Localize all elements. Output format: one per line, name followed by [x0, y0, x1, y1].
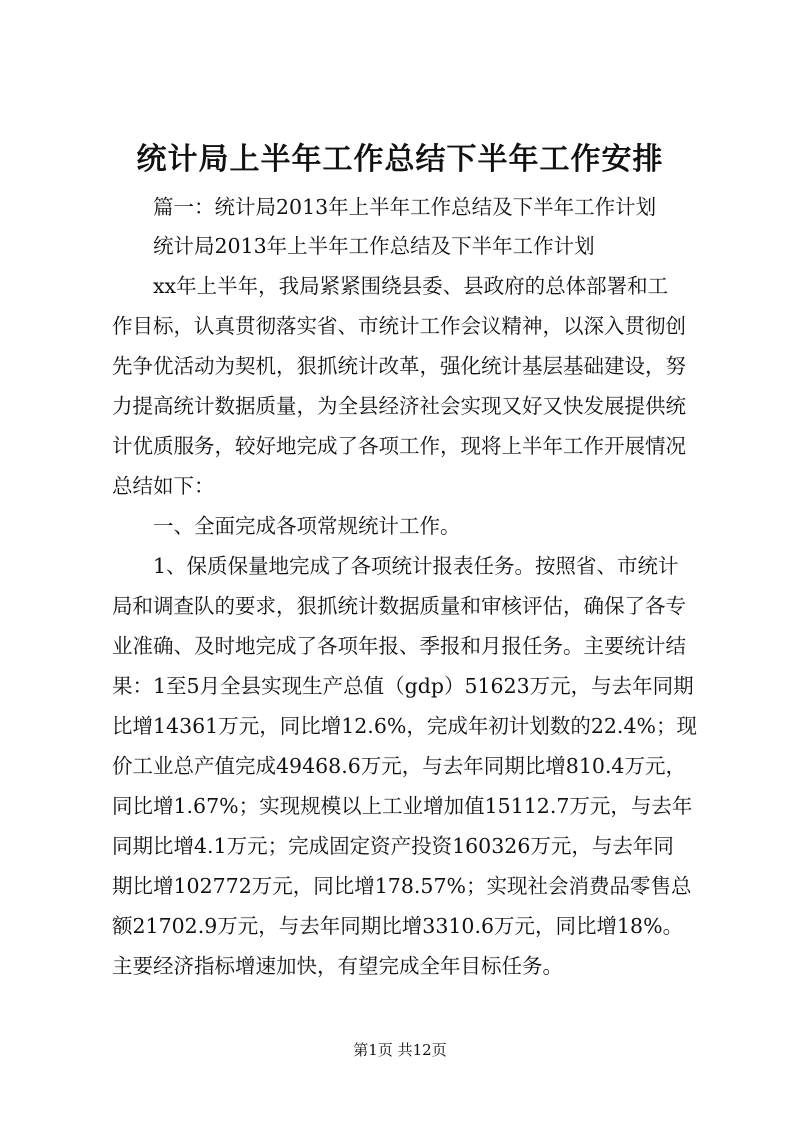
text-line: 总结如下：	[112, 474, 215, 498]
document-title: 统计局上半年工作总结下半年工作安排	[136, 142, 664, 177]
page-footer: 第1页 共12页	[353, 1041, 447, 1059]
section-heading: 一、全面完成各项常规统计工作。	[112, 514, 461, 538]
text-line: 比增14361万元，同比增12.6%，完成年初计划数的22.4%；现	[112, 714, 697, 738]
text-line: 同比增1.67%；实现规模以上工业增加值15112.7万元，与去年	[112, 794, 693, 818]
text-line: 统计局2013年上半年工作总结及下半年工作计划	[112, 234, 595, 258]
text-line: 先争优活动为契机，狠抓统计改革，强化统计基层基础建设，努	[112, 354, 686, 378]
text-line: 期比增102772万元，同比增178.57%；实现社会消费品零售总	[112, 874, 692, 898]
text-line: 1、保质保量地完成了各项统计报表任务。按照省、市统计	[112, 554, 679, 578]
text-line: 额21702.9万元，与去年同期比增3310.6万元，同比增18%。	[112, 914, 684, 938]
text-line: 作目标，认真贯彻落实省、市统计工作会议精神，以深入贯彻创	[112, 314, 686, 338]
text-line: 业准确、及时地完成了各项年报、季报和月报任务。主要统计结	[112, 634, 686, 658]
text-line: xx年上半年，我局紧紧围绕县委、县政府的总体部署和工	[112, 274, 669, 298]
text-line: 力提高统计数据质量，为全县经济社会实现又好又快发展提供统	[112, 394, 686, 418]
text-line: 计优质服务，较好地完成了各项工作，现将上半年工作开展情况	[112, 434, 686, 458]
text-line: 同期比增4.1万元；完成固定资产投资160326万元，与去年同	[112, 834, 674, 858]
text-line: 局和调查队的要求，狠抓统计数据质量和审核评估，确保了各专	[112, 594, 686, 618]
text-line: 篇一：统计局2013年上半年工作总结及下半年工作计划	[112, 195, 657, 219]
text-line: 价工业总产值完成49468.6万元，与去年同期比增810.4万元，	[112, 754, 686, 778]
text-line: 主要经济指标增速加快，有望完成全年目标任务。	[112, 954, 563, 978]
text-line: 果：1至5月全县实现生产总值（gdp）51623万元，与去年同期	[112, 674, 694, 698]
